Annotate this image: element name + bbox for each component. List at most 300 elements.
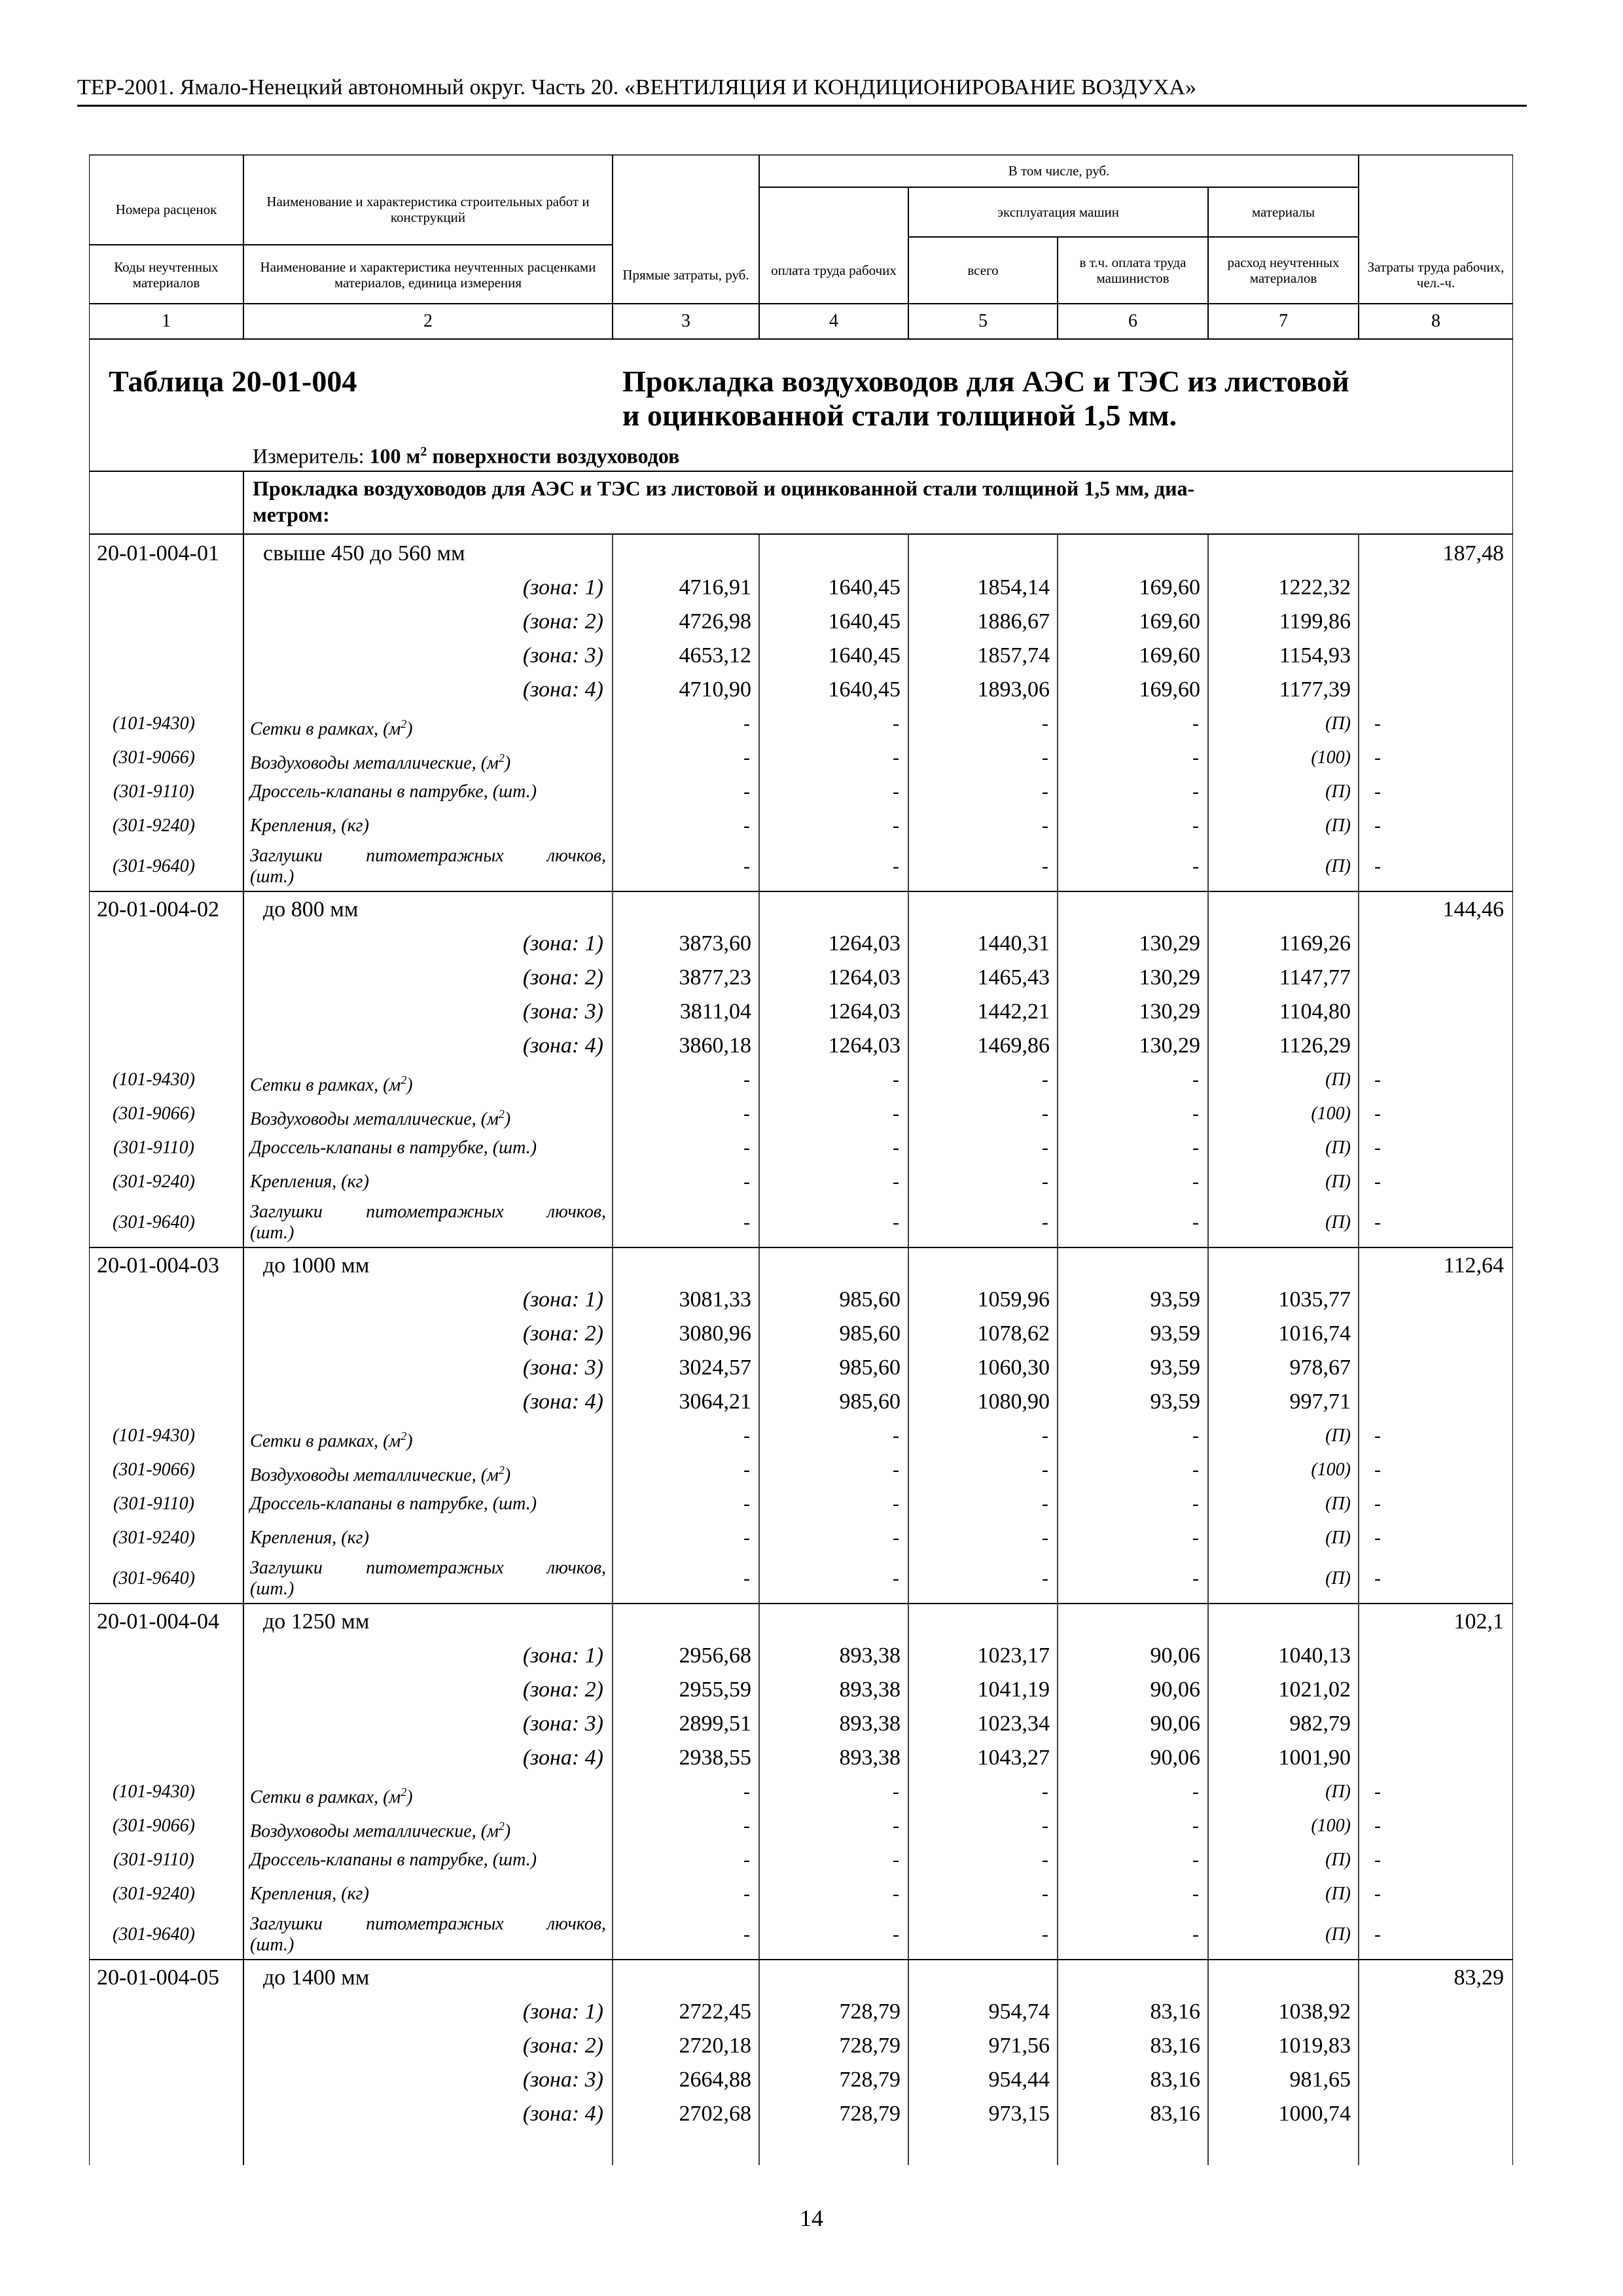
- rate-code: 20-01-004-05: [97, 1965, 219, 1990]
- zone-wage-value: 985,60: [839, 1390, 901, 1414]
- material-name-text: Сетки в рамках, (м: [250, 1787, 401, 1808]
- material-dash: -: [1192, 815, 1199, 836]
- zone-label: (зона: 4): [522, 677, 603, 702]
- material-code: (301-9110): [113, 781, 194, 802]
- material-unit-close: ): [504, 1465, 511, 1486]
- labor-cost: 187,48: [1442, 541, 1504, 565]
- measure-suffix: поверхности воздуховодов: [427, 444, 680, 468]
- material-amount: (П): [1325, 1568, 1351, 1588]
- material-name-text: Крепления, (кг): [250, 1528, 369, 1548]
- material-code: (301-9240): [113, 1172, 195, 1192]
- material-labor-dash: -: [1374, 1781, 1381, 1803]
- zone-wage-value: 728,79: [839, 2102, 901, 2126]
- zone-wage-value: 893,38: [839, 1746, 901, 1770]
- rates-table: [89, 154, 1513, 2165]
- material-name-text: Крепления, (кг): [250, 1172, 369, 1192]
- material-name-text: Крепления, (кг): [250, 1884, 369, 1904]
- material-name-text: Сетки в рамках, (м: [250, 719, 401, 740]
- zone-label: (зона: 4): [522, 1033, 603, 1058]
- col2-bottom-header: Наименование и характеристика неучтенных расценками материалов, единица измерения: [260, 259, 596, 291]
- material-dash: -: [893, 1815, 899, 1837]
- zone-operators-value: 169,60: [1139, 609, 1200, 634]
- material-dash: -: [1192, 1781, 1199, 1803]
- material-code: (301-9640): [113, 1924, 195, 1945]
- zone-machines-value: 1854,14: [977, 575, 1050, 600]
- zone-wage-value: 893,38: [839, 1677, 901, 1702]
- material-name-text: Дроссель-клапаны в патрубке, (шт.): [250, 1138, 537, 1158]
- zone-label: (зона: 4): [522, 1390, 603, 1414]
- material-dash: -: [743, 747, 750, 768]
- zone-direct-value: 2664,88: [679, 2068, 751, 2092]
- material-dash: -: [893, 1849, 899, 1871]
- table-label: Таблица 20-01-004: [109, 365, 357, 398]
- zone-operators-value: 93,59: [1150, 1321, 1200, 1346]
- material-labor-dash: -: [1374, 1425, 1381, 1446]
- zone-machines-value: 1465,43: [977, 965, 1050, 990]
- table-title-line1: Прокладка воздуховодов для АЭС и ТЭС из листовой: [622, 365, 1349, 398]
- rate-code: 20-01-004-01: [97, 541, 219, 565]
- material-name-line2: (шт.): [250, 867, 294, 887]
- labor-cost: 83,29: [1454, 1965, 1504, 1990]
- material-code: (301-9240): [113, 816, 195, 836]
- material-dash: -: [743, 1815, 750, 1837]
- zone-wage-value: 1640,45: [828, 575, 901, 600]
- material-unit-superscript: 2: [498, 751, 505, 764]
- material-dash: -: [1192, 1459, 1199, 1480]
- zone-wage-value: 893,38: [839, 1643, 901, 1668]
- zone-wage-value: 728,79: [839, 2068, 901, 2092]
- zone-operators-value: 130,29: [1139, 999, 1200, 1024]
- zone-label: (зона: 1): [522, 1643, 603, 1668]
- table-rules: [89, 154, 1513, 2165]
- zone-machines-value: 1469,86: [977, 1033, 1050, 1058]
- material-unit-superscript: 2: [498, 1463, 505, 1477]
- zone-direct-value: 3081,33: [679, 1287, 751, 1312]
- material-amount: (П): [1325, 713, 1351, 734]
- material-dash: -: [893, 1425, 899, 1446]
- zone-direct-value: 4653,12: [679, 643, 751, 668]
- zone-materials-value: 1016,74: [1278, 1321, 1351, 1346]
- col6-header: в т.ч. оплата труда машинистов: [1079, 255, 1186, 286]
- zone-direct-value: 4726,98: [679, 609, 751, 634]
- material-dash: -: [893, 855, 899, 877]
- zone-machines-value: 1043,27: [977, 1746, 1050, 1770]
- material-amount: (П): [1325, 1172, 1351, 1192]
- zone-materials-value: 1001,90: [1278, 1746, 1351, 1770]
- col4-header: оплата труда рабочих: [771, 262, 897, 278]
- material-unit-close: ): [406, 1787, 413, 1808]
- work-name: до 1400 мм: [263, 1965, 370, 1990]
- zone-materials-value: 1019,83: [1278, 2034, 1351, 2058]
- material-dash: -: [1192, 1211, 1199, 1233]
- zone-label: (зона: 1): [522, 2000, 603, 2024]
- zone-direct-value: 4716,91: [679, 575, 751, 600]
- material-amount: (100): [1311, 747, 1351, 768]
- material-dash: -: [893, 781, 899, 802]
- material-amount: (П): [1325, 1528, 1351, 1548]
- zone-materials-value: 982,79: [1289, 1712, 1351, 1736]
- zone-direct-value: 2722,45: [679, 2000, 751, 2024]
- material-dash: -: [1042, 1527, 1048, 1549]
- zone-wage-value: 1264,03: [828, 931, 901, 956]
- material-name-text: Сетки в рамках, (м: [250, 1075, 401, 1096]
- zone-operators-value: 130,29: [1139, 965, 1200, 990]
- zone-materials-value: 1169,26: [1279, 931, 1351, 956]
- labor-cost: 144,46: [1442, 897, 1504, 922]
- material-amount: (П): [1325, 1069, 1351, 1090]
- zone-wage-value: 1264,03: [828, 965, 901, 990]
- col3-header: Прямые затраты, руб.: [622, 267, 749, 283]
- material-dash: -: [1192, 1137, 1199, 1158]
- material-dash: -: [1042, 1781, 1048, 1803]
- material-dash: -: [743, 1069, 750, 1090]
- material-dash: -: [1192, 1425, 1199, 1446]
- material-dash: -: [1192, 1924, 1199, 1945]
- material-dash: -: [1192, 855, 1199, 877]
- material-name-text: Воздуховоды металлические, (м: [250, 1821, 499, 1842]
- material-dash: -: [743, 1849, 750, 1871]
- material-unit-close: ): [504, 753, 511, 774]
- zone-operators-value: 93,59: [1150, 1287, 1200, 1312]
- material-dash: -: [1042, 1568, 1048, 1589]
- material-dash: -: [743, 1425, 750, 1446]
- zone-operators-value: 83,16: [1150, 2000, 1200, 2024]
- material-unit-superscript: 2: [498, 1820, 505, 1833]
- rate-code: 20-01-004-02: [97, 897, 219, 922]
- material-dash: -: [1192, 1815, 1199, 1837]
- measure-prefix: Измеритель:: [253, 444, 370, 468]
- material-dash: -: [1042, 1493, 1048, 1515]
- material-dash: -: [1192, 1171, 1199, 1193]
- zone-machines-value: 1080,90: [977, 1390, 1050, 1414]
- zone-wage-value: 985,60: [839, 1287, 901, 1312]
- material-labor-dash: -: [1374, 713, 1381, 734]
- zone-machines-value: 1060,30: [977, 1355, 1050, 1380]
- zone-materials-value: 978,67: [1289, 1355, 1351, 1380]
- page-number: 14: [800, 2205, 823, 2231]
- material-labor-dash: -: [1374, 1211, 1381, 1233]
- zone-direct-value: 2720,18: [679, 2034, 751, 2058]
- material-dash: -: [1042, 713, 1048, 734]
- material-unit-superscript: 2: [498, 1107, 505, 1121]
- material-labor-dash: -: [1374, 1493, 1381, 1515]
- col5-header: всего: [967, 262, 999, 278]
- material-amount: (П): [1325, 781, 1351, 802]
- zone-label: (зона: 1): [522, 931, 603, 956]
- zone-direct-value: 4710,90: [679, 677, 751, 702]
- zone-label: (зона: 2): [522, 2034, 603, 2058]
- column-number: 3: [681, 311, 690, 331]
- material-dash: -: [743, 1211, 750, 1233]
- zone-direct-value: 3024,57: [679, 1355, 751, 1380]
- rate-code: 20-01-004-03: [97, 1253, 219, 1278]
- zone-operators-value: 83,16: [1150, 2034, 1200, 2058]
- material-labor-dash: -: [1374, 781, 1381, 802]
- material-dash: -: [743, 815, 750, 836]
- zone-label: (зона: 1): [522, 1287, 603, 1312]
- material-amount: (П): [1325, 1426, 1351, 1446]
- zone-wage-value: 1264,03: [828, 1033, 901, 1058]
- zone-materials-value: 1154,93: [1279, 643, 1351, 668]
- zone-operators-value: 90,06: [1150, 1677, 1200, 1702]
- zone-operators-value: 169,60: [1139, 575, 1200, 600]
- material-labor-dash: -: [1374, 1459, 1381, 1480]
- zone-machines-value: 1041,19: [977, 1677, 1050, 1702]
- column-number: 1: [162, 311, 171, 331]
- material-amount: (П): [1325, 1138, 1351, 1158]
- zone-machines-value: 973,15: [988, 2102, 1050, 2126]
- labor-cost: 102,1: [1454, 1609, 1504, 1634]
- material-dash: -: [743, 1883, 750, 1905]
- zone-operators-value: 93,59: [1150, 1390, 1200, 1414]
- material-dash: -: [743, 1137, 750, 1158]
- material-amount: (П): [1325, 1884, 1351, 1904]
- material-labor-dash: -: [1374, 1103, 1381, 1124]
- material-dash: -: [1192, 1849, 1199, 1871]
- material-code: (301-9640): [113, 856, 195, 876]
- material-dash: -: [1042, 1137, 1048, 1158]
- zone-direct-value: 2702,68: [679, 2102, 751, 2126]
- material-amount: (П): [1325, 1850, 1351, 1870]
- material-amount: (П): [1325, 1494, 1351, 1514]
- zone-materials-value: 1177,39: [1279, 677, 1351, 702]
- material-dash: -: [893, 1883, 899, 1905]
- material-dash: -: [1042, 1459, 1048, 1480]
- material-dash: -: [893, 1069, 899, 1090]
- zone-direct-value: 3811,04: [679, 999, 751, 1024]
- material-dash: -: [1192, 1568, 1199, 1589]
- material-amount: (100): [1311, 1816, 1351, 1836]
- zone-direct-value: 2938,55: [679, 1746, 751, 1770]
- zone-materials-value: 1038,92: [1278, 2000, 1351, 2024]
- col1-top-header: Номера расценок: [115, 202, 217, 217]
- material-amount: (П): [1325, 816, 1351, 836]
- material-name-text: Сетки в рамках, (м: [250, 1431, 401, 1452]
- zone-materials-value: 1222,32: [1278, 575, 1351, 600]
- col2-top-header: Наименование и характеристика строительных работ и конструкций: [266, 194, 590, 225]
- column-number: 4: [829, 311, 838, 331]
- zone-label: (зона: 3): [522, 1355, 603, 1380]
- material-dash: -: [1192, 747, 1199, 768]
- material-dash: -: [893, 1781, 899, 1803]
- material-unit-close: ): [504, 1109, 511, 1130]
- zone-materials-value: 1199,86: [1279, 609, 1351, 634]
- material-dash: -: [1042, 815, 1048, 836]
- material-dash: -: [893, 1568, 899, 1589]
- material-dash: -: [743, 1493, 750, 1515]
- material-unit-superscript: 2: [401, 1073, 407, 1086]
- material-code: (301-9640): [113, 1212, 195, 1232]
- material-dash: -: [743, 855, 750, 877]
- column-number: 2: [423, 311, 433, 331]
- zone-operators-value: 90,06: [1150, 1746, 1200, 1770]
- material-dash: -: [1192, 1069, 1199, 1090]
- labor-cost: 112,64: [1443, 1253, 1504, 1278]
- group-machines-header: эксплуатация машин: [997, 204, 1119, 220]
- material-dash: -: [743, 781, 750, 802]
- material-dash: -: [1192, 781, 1199, 802]
- zone-wage-value: 1640,45: [828, 609, 901, 634]
- zone-wage-value: 1640,45: [828, 677, 901, 702]
- material-labor-dash: -: [1374, 1815, 1381, 1837]
- material-name-text: Воздуховоды металлические, (м: [250, 1109, 499, 1130]
- material-dash: -: [743, 1781, 750, 1803]
- material-dash: -: [743, 1171, 750, 1193]
- zone-label: (зона: 4): [522, 1746, 603, 1770]
- zone-wage-value: 893,38: [839, 1712, 901, 1736]
- zone-wage-value: 728,79: [839, 2034, 901, 2058]
- zone-wage-value: 1640,45: [828, 643, 901, 668]
- measure-superscript: 2: [420, 444, 427, 459]
- zone-direct-value: 3877,23: [679, 965, 751, 990]
- material-dash: -: [1192, 1493, 1199, 1515]
- material-labor-dash: -: [1374, 855, 1381, 877]
- material-name-line1: Заглушки питометражных лючков,: [250, 1558, 606, 1578]
- zone-machines-value: 1023,34: [977, 1712, 1050, 1736]
- work-name: до 1000 мм: [263, 1253, 370, 1278]
- material-code: (101-9430): [113, 713, 195, 734]
- zone-machines-value: 1023,17: [977, 1643, 1050, 1668]
- zone-machines-value: 1442,21: [977, 999, 1050, 1024]
- material-name-text: Дроссель-клапаны в патрубке, (шт.): [250, 1850, 537, 1870]
- zone-label: (зона: 2): [522, 1677, 603, 1702]
- zone-machines-value: 954,74: [988, 2000, 1050, 2024]
- material-code: (101-9430): [113, 1782, 195, 1802]
- material-dash: -: [743, 1924, 750, 1945]
- material-labor-dash: -: [1374, 1069, 1381, 1090]
- material-dash: -: [893, 1137, 899, 1158]
- material-unit-close: ): [406, 1075, 413, 1096]
- work-name: свыше 450 до 560 мм: [263, 541, 465, 565]
- material-name-text: Дроссель-клапаны в патрубке, (шт.): [250, 781, 537, 802]
- material-unit-superscript: 2: [401, 1785, 407, 1799]
- zone-wage-value: 985,60: [839, 1321, 901, 1346]
- material-code: (101-9430): [113, 1426, 195, 1446]
- material-name-line1: Заглушки питометражных лючков,: [250, 846, 606, 866]
- material-name-text: Воздуховоды металлические, (м: [250, 1465, 499, 1486]
- zone-machines-value: 1440,31: [977, 931, 1050, 956]
- material-dash: -: [743, 1527, 750, 1549]
- material-dash: -: [893, 747, 899, 768]
- group-materials-header: материалы: [1251, 204, 1315, 220]
- zone-machines-value: 1078,62: [977, 1321, 1050, 1346]
- material-code: (301-9066): [113, 747, 195, 768]
- zone-direct-value: 3873,60: [679, 931, 751, 956]
- zone-materials-value: 1040,13: [1278, 1643, 1351, 1668]
- zone-label: (зона: 4): [522, 2102, 603, 2126]
- zone-label: (зона: 3): [522, 999, 603, 1024]
- zone-operators-value: 93,59: [1150, 1355, 1200, 1380]
- zone-direct-value: 2899,51: [679, 1712, 751, 1736]
- material-dash: -: [1042, 1815, 1048, 1837]
- material-name-line2: (шт.): [250, 1935, 294, 1955]
- material-amount: (П): [1325, 1212, 1351, 1232]
- zone-machines-value: 954,44: [988, 2068, 1050, 2092]
- material-code: (301-9110): [113, 1138, 194, 1158]
- material-dash: -: [743, 1459, 750, 1480]
- zone-materials-value: 1035,77: [1278, 1287, 1351, 1312]
- zone-operators-value: 169,60: [1139, 677, 1200, 702]
- material-dash: -: [743, 1568, 750, 1589]
- zone-label: (зона: 1): [522, 575, 603, 600]
- material-dash: -: [893, 1171, 899, 1193]
- zone-materials-value: 1147,77: [1279, 965, 1351, 990]
- table-title-line2: и оцинкованной стали толщиной 1,5 мм.: [622, 399, 1177, 432]
- material-dash: -: [893, 713, 899, 734]
- zone-machines-value: 1893,06: [977, 677, 1050, 702]
- zone-materials-value: 1000,74: [1278, 2102, 1351, 2126]
- zone-operators-value: 83,16: [1150, 2102, 1200, 2126]
- material-name-text: Воздуховоды металлические, (м: [250, 753, 499, 774]
- material-amount: (100): [1311, 1460, 1351, 1480]
- material-dash: -: [1042, 1171, 1048, 1193]
- zone-machines-value: 1059,96: [977, 1287, 1050, 1312]
- material-name-line1: Заглушки питометражных лючков,: [250, 1914, 606, 1934]
- zone-label: (зона: 2): [522, 609, 603, 634]
- material-dash: -: [743, 1103, 750, 1124]
- material-name-text: Дроссель-клапаны в патрубке, (шт.): [250, 1494, 537, 1514]
- material-dash: -: [893, 1493, 899, 1515]
- zone-machines-value: 1857,74: [977, 643, 1050, 668]
- material-name-text: Крепления, (кг): [250, 816, 369, 836]
- zone-machines-value: 971,56: [988, 2034, 1050, 2058]
- material-labor-dash: -: [1374, 815, 1381, 836]
- material-amount: (П): [1325, 856, 1351, 876]
- zone-label: (зона: 3): [522, 1712, 603, 1736]
- zone-materials-value: 1104,80: [1279, 999, 1351, 1024]
- material-unit-close: ): [406, 1431, 413, 1452]
- zone-operators-value: 130,29: [1139, 1033, 1200, 1058]
- zone-label: (зона: 2): [522, 965, 603, 990]
- zone-direct-value: 2956,68: [679, 1643, 751, 1668]
- material-labor-dash: -: [1374, 1849, 1381, 1871]
- material-dash: -: [1042, 1883, 1048, 1905]
- measure-value: 100 м: [369, 444, 421, 468]
- group-caption-line1: Прокладка воздуховодов для АЭС и ТЭС из листовой и оцинкованной стали толщиной 1,5 мм, диа-: [253, 476, 1195, 500]
- material-dash: -: [1192, 1103, 1199, 1124]
- material-labor-dash: -: [1374, 1171, 1381, 1193]
- material-dash: -: [893, 1211, 899, 1233]
- material-labor-dash: -: [1374, 1924, 1381, 1945]
- material-dash: -: [1042, 1924, 1048, 1945]
- material-dash: -: [1042, 855, 1048, 877]
- material-code: (301-9066): [113, 1460, 195, 1480]
- column-number: 5: [978, 311, 988, 331]
- rate-code: 20-01-004-04: [97, 1609, 219, 1634]
- material-unit-superscript: 2: [401, 1429, 407, 1443]
- material-code: (301-9110): [113, 1494, 194, 1514]
- zone-operators-value: 83,16: [1150, 2068, 1200, 2092]
- material-code: (101-9430): [113, 1069, 195, 1090]
- material-dash: -: [893, 1459, 899, 1480]
- material-unit-close: ): [504, 1821, 511, 1842]
- column-number: 6: [1128, 311, 1137, 331]
- zone-direct-value: 3064,21: [679, 1390, 751, 1414]
- zone-materials-value: 997,71: [1289, 1390, 1351, 1414]
- material-dash: -: [1042, 1103, 1048, 1124]
- zone-wage-value: 728,79: [839, 2000, 901, 2024]
- material-dash: -: [1192, 1883, 1199, 1905]
- zone-materials-value: 1126,29: [1279, 1033, 1351, 1058]
- group-caption-line2: метром:: [253, 503, 330, 526]
- material-labor-dash: -: [1374, 1568, 1381, 1589]
- material-dash: -: [1192, 1527, 1199, 1549]
- material-dash: -: [893, 1103, 899, 1124]
- zone-operators-value: 90,06: [1150, 1643, 1200, 1668]
- material-unit-close: ): [406, 719, 413, 740]
- material-unit-superscript: 2: [401, 717, 407, 730]
- material-code: (301-9240): [113, 1528, 195, 1548]
